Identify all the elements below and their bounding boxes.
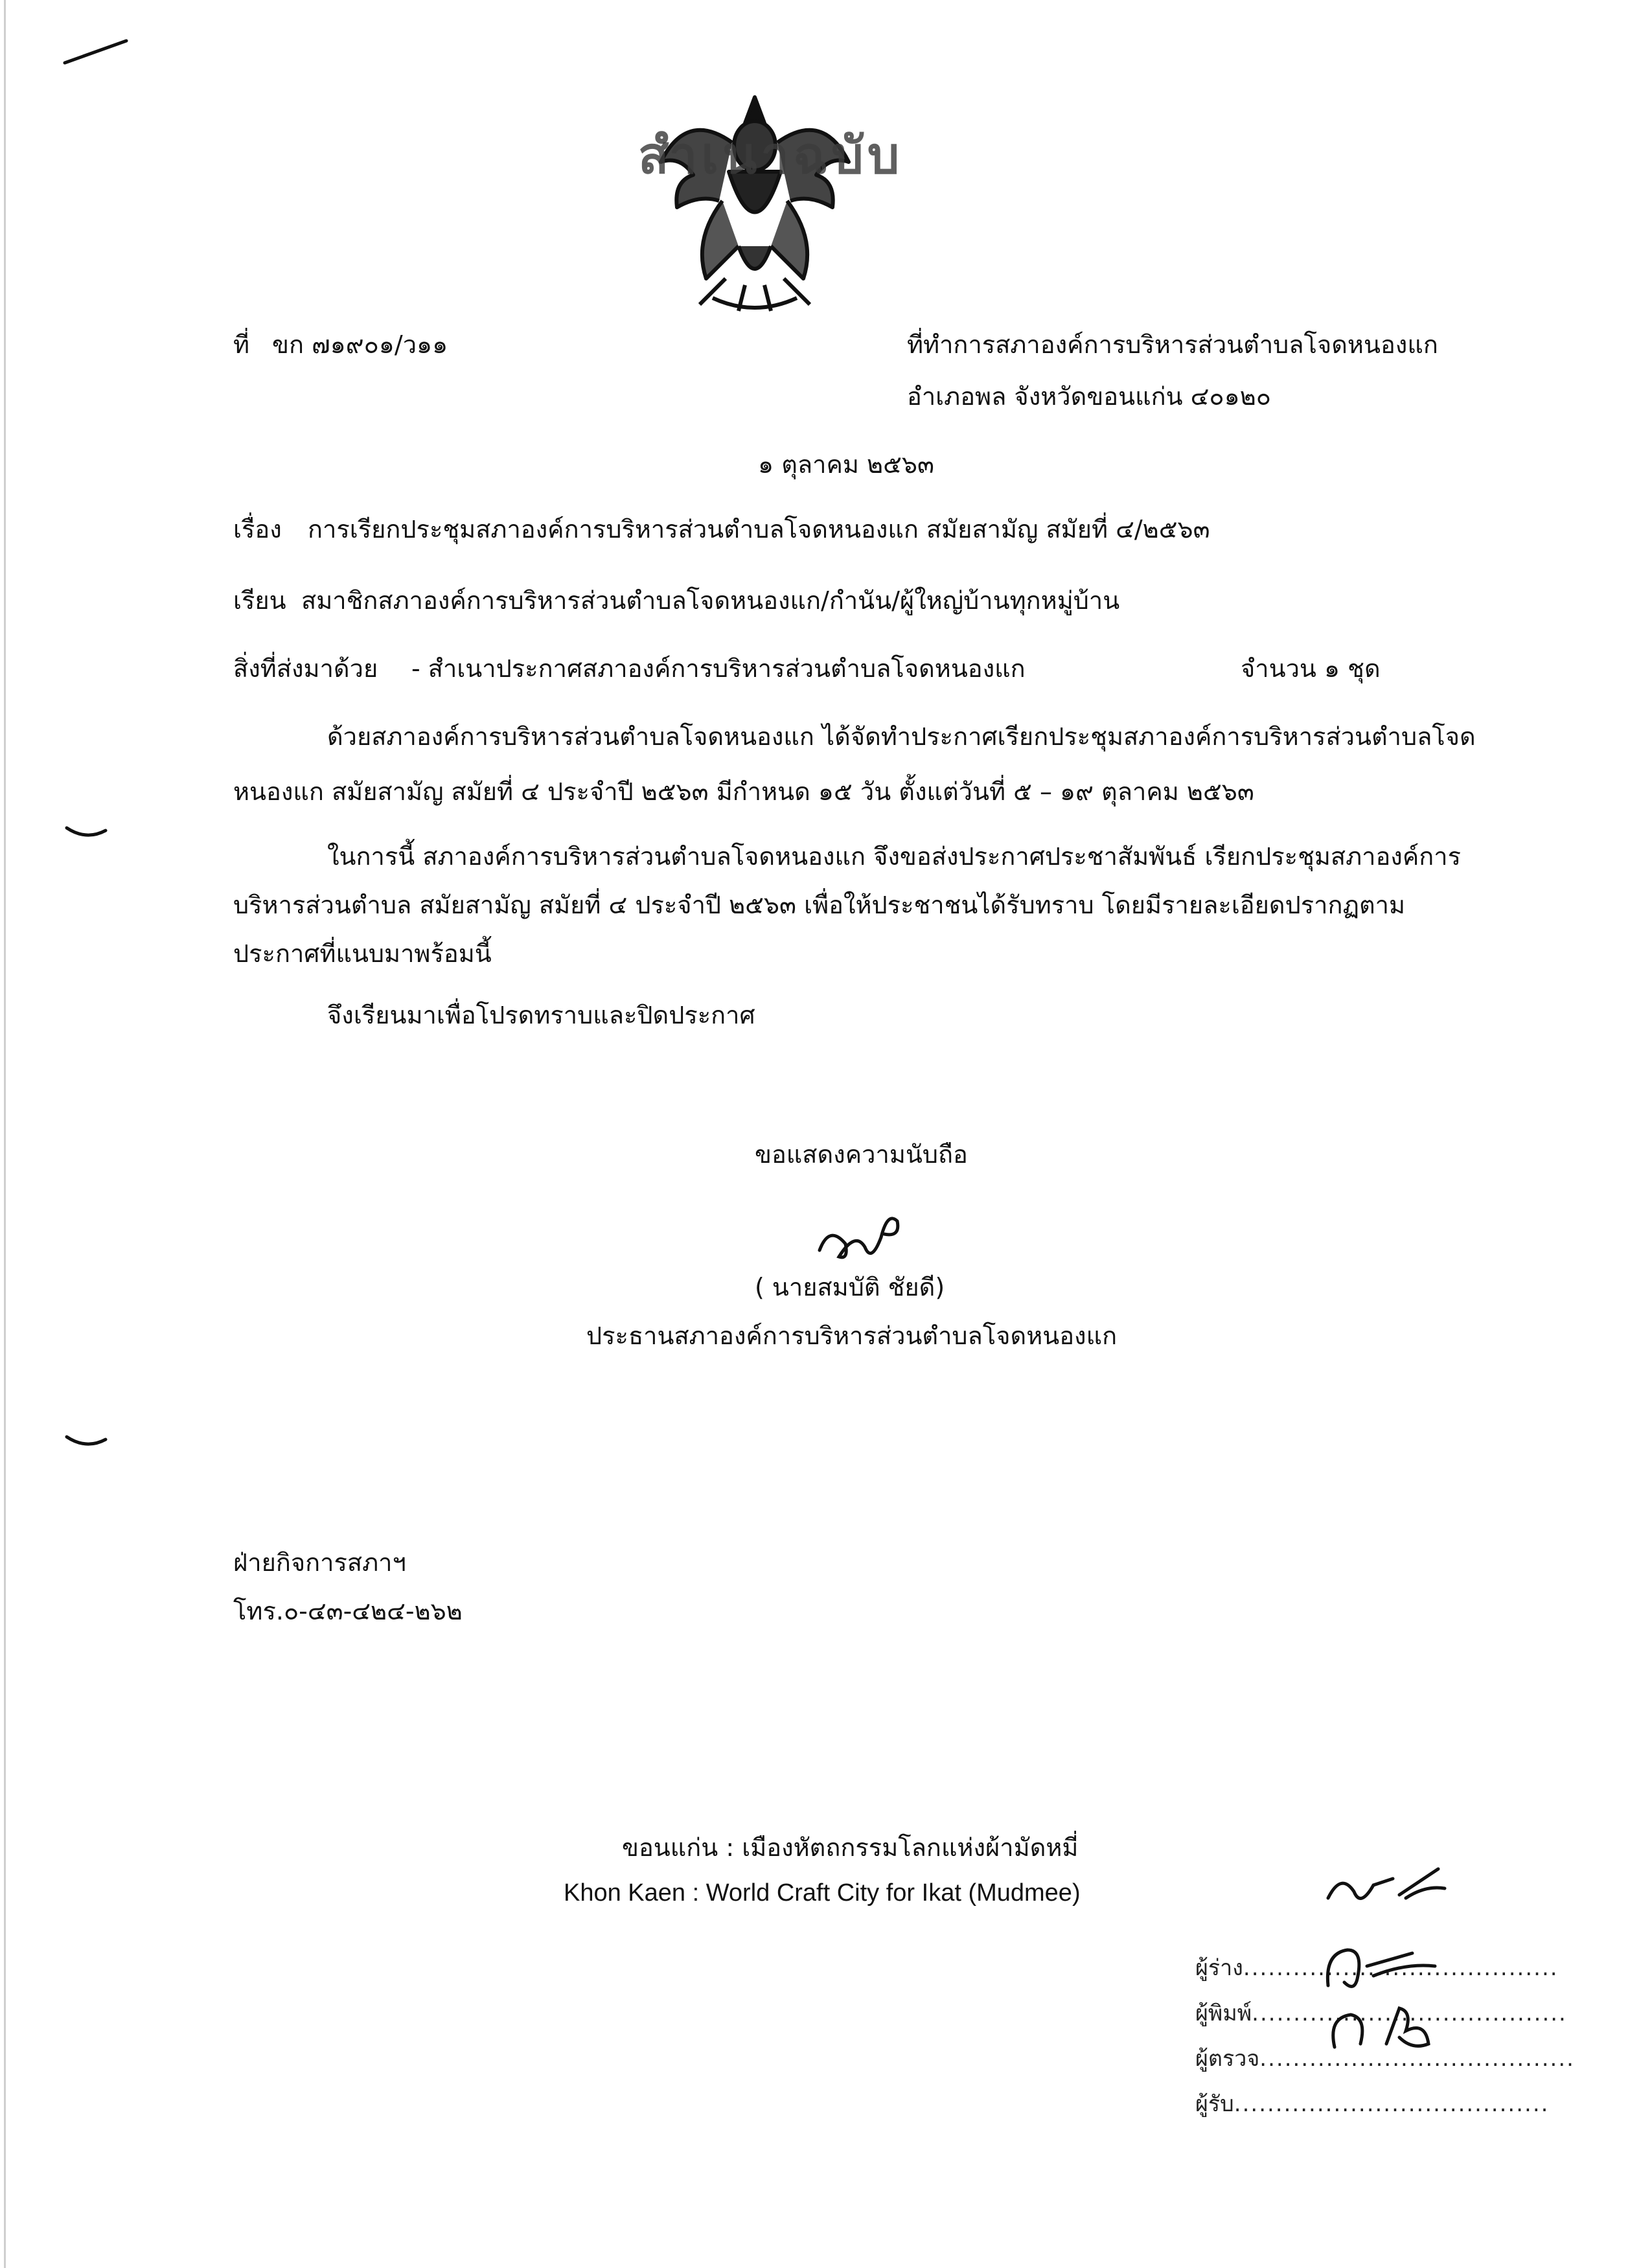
enclosure-text: - สำเนาประกาศสภาองค์การบริหารส่วนตำบลโจดหนองแก	[411, 654, 1026, 683]
president-signature	[810, 1198, 907, 1270]
enclosure-quantity: จำนวน ๑ ชุด	[1241, 654, 1381, 683]
top-left-pen-mark	[62, 36, 133, 68]
copy-stamp: สำเนาฉบับ	[638, 127, 904, 185]
routing-receiver-dots: ......................................	[1233, 2091, 1550, 2117]
reference-number: ขก ๗๑๙๐๑/ว๑๑	[272, 330, 448, 359]
footer-slogan-english: Khon Kaen : World Craft City for Ikat (Mudmee)	[564, 1879, 1081, 1907]
body-paragraph-2-line-1: ในการนี้ สภาองค์การบริหารส่วนตำบลโจดหนองแก จึงขอส่งประกาศประชาสัมพันธ์ เรียกประชุมสภาองค์การ	[327, 842, 1462, 871]
body-paragraph-2-line-2: บริหารส่วนตำบล สมัยสามัญ สมัยที่ ๔ ประจำปี ๒๕๖๓ เพื่อให้ประชาชนได้รับทราบ โดยมีรายละเอียดปรากฏตาม	[233, 891, 1406, 919]
garuda-emblem-icon	[648, 84, 862, 317]
routing-receiver	[1195, 2086, 1549, 2121]
contact-department: ฝ่ายกิจการสภาฯ	[233, 1548, 406, 1577]
footer-slogan-thai: ขอนแก่น : เมืองหัตถกรรมโลกแห่งผ้ามัดหมี่	[622, 1833, 1079, 1862]
addressee-label: เรียน	[233, 586, 286, 615]
body-paragraph-2-line-3: ประกาศที่แนบมาพร้อมนี้	[233, 939, 492, 968]
left-hole-punch-mark-upper	[63, 823, 109, 842]
office-address-line-2: อำเภอพล จังหวัดขอนแก่น ๔๐๑๒๐	[907, 382, 1271, 411]
office-address-line-1: ที่ทำการสภาองค์การบริหารส่วนตำบลโจดหนองแก	[907, 330, 1438, 359]
body-paragraph-1-line-1: ด้วยสภาองค์การบริหารส่วนตำบลโจดหนองแก ได้จัดทำประกาศเรียกประชุมสภาองค์การบริหารส่วนตำบลโจด	[327, 722, 1476, 751]
closing-regards: ขอแสดงความนับถือ	[755, 1140, 968, 1169]
body-paragraph-1-line-2: หนองแก สมัยสามัญ สมัยที่ ๔ ประจำปี ๒๕๖๓ มีกำหนด ๑๕ วัน ตั้งแต่วันที่ ๕ – ๑๙ ตุลาคม ๒๕๖๓	[233, 777, 1254, 806]
body-paragraph-3: จึงเรียนมาเพื่อโปรดทราบและปิดประกาศ	[327, 1001, 755, 1029]
left-edge-scan-line	[4, 0, 6, 2268]
reference-label: ที่	[233, 330, 250, 359]
contact-phone: โทร.๐-๔๓-๔๒๔-๒๖๒	[233, 1597, 463, 1625]
routing-checker-dots: ......................................	[1259, 2046, 1575, 2072]
left-hole-punch-mark-lower	[63, 1432, 109, 1451]
enclosure-label: สิ่งที่ส่งมาด้วย	[233, 654, 378, 683]
routing-initial-top	[1322, 1859, 1451, 1918]
routing-receiver-label: ผู้รับ	[1195, 2091, 1234, 2117]
routing-typist-label: ผู้พิมพ์	[1195, 2000, 1252, 2026]
signer-name: ( นายสมบัติ ชัยดี)	[755, 1273, 945, 1301]
signer-title: ประธานสภาองค์การบริหารส่วนตำบลโจดหนองแก	[586, 1322, 1118, 1350]
routing-checker-label: ผู้ตรวจ	[1195, 2046, 1260, 2072]
addressee-text: สมาชิกสภาองค์การบริหารส่วนตำบลโจดหนองแก/กำนัน/ผู้ใหญ่บ้านทุกหมู่บ้าน	[301, 586, 1120, 615]
routing-typist-dots: ......................................	[1252, 2000, 1567, 2026]
routing-drafter-label: ผู้ร่าง	[1195, 1955, 1243, 1981]
letter-date: ๑ ตุลาคม ๒๕๖๓	[758, 450, 934, 479]
subject-text: การเรียกประชุมสภาองค์การบริหารส่วนตำบลโจดหนองแก สมัยสามัญ สมัยที่ ๔/๒๕๖๓	[308, 515, 1210, 544]
routing-initial-typist	[1315, 1982, 1445, 2054]
subject-label: เรื่อง	[233, 515, 282, 544]
routing-drafter-dots: ......................................	[1243, 1955, 1559, 1981]
